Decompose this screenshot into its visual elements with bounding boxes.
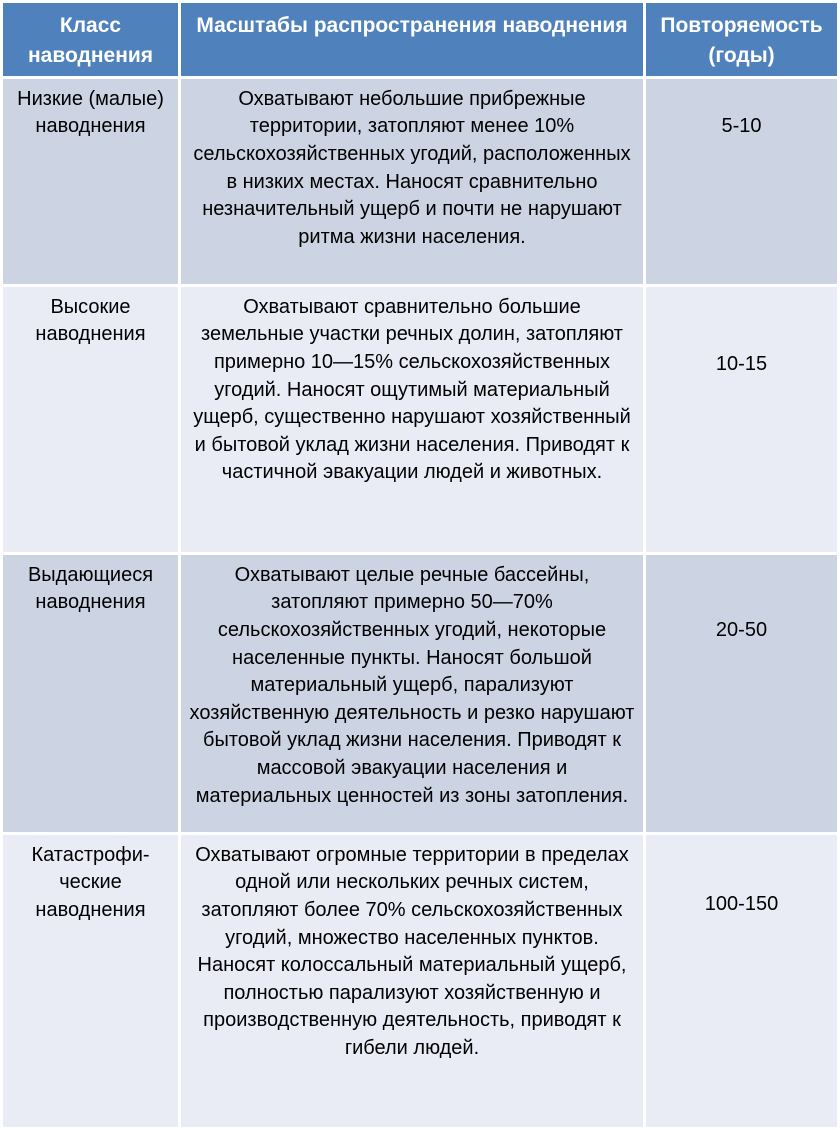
flood-class-cell: Низкие (малые) наводнения xyxy=(3,79,178,284)
header-frequency: Повторяемость (годы) xyxy=(646,3,837,76)
frequency-cell: 5-10 xyxy=(646,79,837,284)
table-header-row xyxy=(3,3,837,76)
flood-class-cell: Высокие наводнения xyxy=(3,287,178,552)
flood-class-cell: Катастрофи-ческие наводнения xyxy=(3,835,178,1127)
flood-class-cell: Выдающиеся наводнения xyxy=(3,555,178,832)
header-flood-scale: Масштабы распространения наводнения xyxy=(181,3,643,76)
flood-scale-cell: Охватывают небольшие прибрежные территории, затопляют менее 10% сельскохозяйственных угодий, расположенных в низких местах. Наносят сравнительно незначительный ущерб и почти не нарушают ритма жизни населения. xyxy=(181,79,643,284)
table-row xyxy=(3,79,837,284)
flood-scale-cell: Охватывают целые речные бассейны, затопляют примерно 50—70% сельскохозяйственных угодий, некоторые населенные пункты. Наносят большой материальный ущерб, парализуют хозяйственную деятельность и резко нарушают бытовой уклад жизни населения. Приводят к массовой эвакуации населения и материальных ценностей из зоны затопления. xyxy=(181,555,643,832)
table-row xyxy=(3,835,837,1127)
flood-scale-cell: Охватывают огромные территории в пределах одной или нескольких речных систем, затопляют более 70% сельскохозяйственных угодий, множество населенных пунктов. Наносят колоссальный материальный ущерб, полностью парализуют хозяйственную и производственную деятельность, приводят к гибели людей. xyxy=(181,835,643,1127)
frequency-cell: 10-15 xyxy=(646,287,837,552)
table-row xyxy=(3,287,837,552)
header-flood-class: Класс наводнения xyxy=(3,3,178,76)
frequency-cell: 100-150 xyxy=(646,835,837,1127)
table-row xyxy=(3,555,837,832)
flood-scale-cell: Охватывают сравнительно большие земельные участки речных долин, затопляют примерно 10—15% сельскохозяйственных угодий. Наносят ощутимый материальный ущерб, существенно нарушают хозяйственный и бытовой уклад жизни населения. Приводят к частичной эвакуации людей и животных. xyxy=(181,287,643,552)
frequency-cell: 20-50 xyxy=(646,555,837,832)
